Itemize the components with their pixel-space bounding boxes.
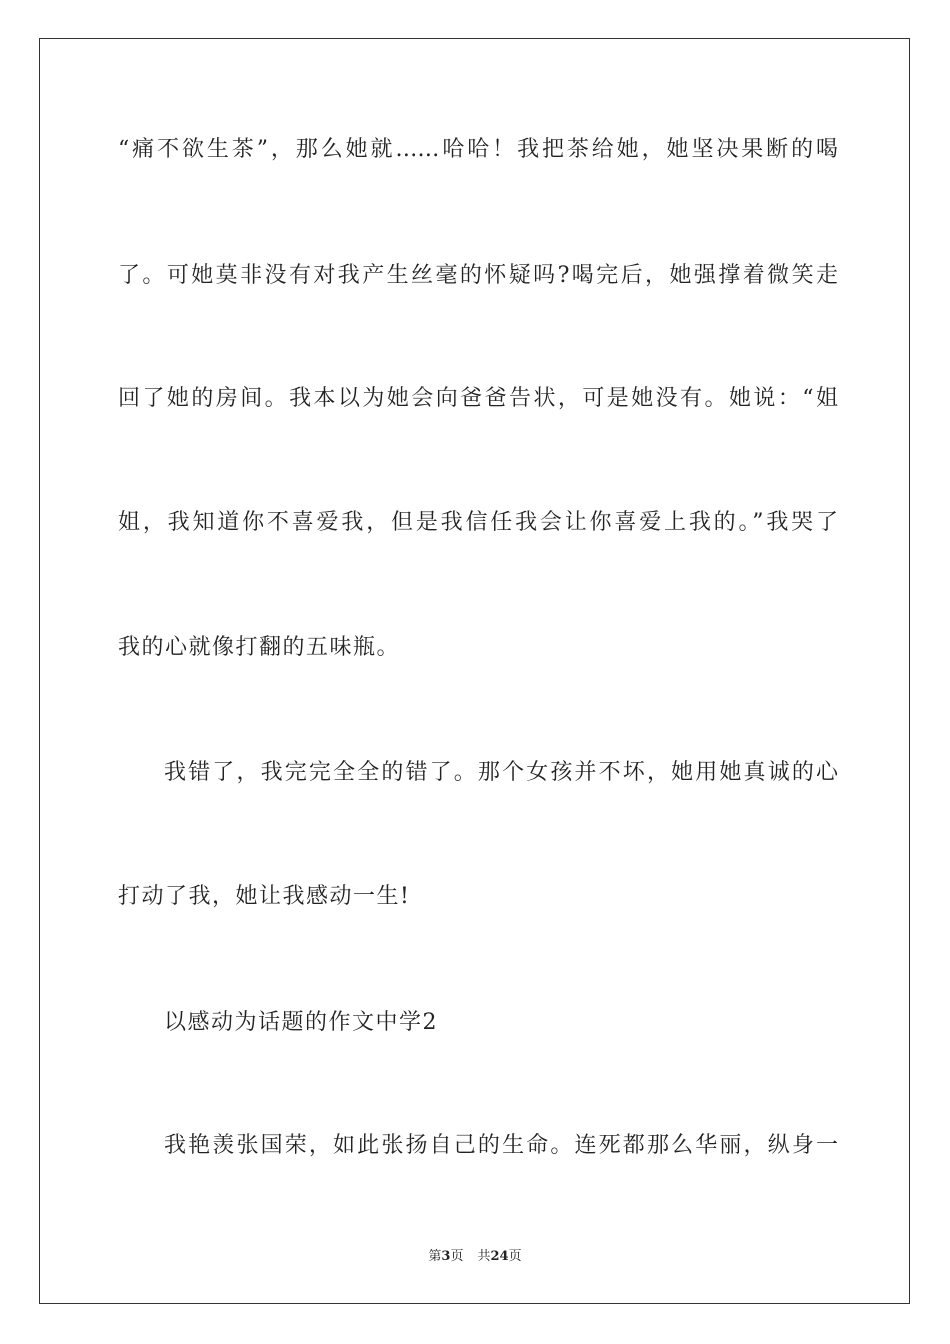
body-line-2: 了。可她莫非没有对我产生丝毫的怀疑吗?喝完后，她强撑着微笑走 bbox=[118, 263, 838, 288]
page-footer bbox=[0, 1248, 950, 1266]
body-line-1: “痛不欲生茶”，那么她就……哈哈！我把茶给她，她坚决果断的喝 bbox=[118, 137, 838, 162]
body-line-5: 我的心就像打翻的五味瓶。 bbox=[118, 635, 401, 660]
total-suffix: 页 bbox=[508, 1249, 522, 1264]
body-line-6: 我错了，我完完全全的错了。那个女孩并不坏，她用她真诚的心 bbox=[164, 760, 838, 785]
page-prefix: 第 bbox=[428, 1249, 442, 1264]
page-border bbox=[39, 38, 910, 1304]
body-line-9: 我艳羡张国荣，如此张扬自己的生命。连死都那么华丽，纵身一 bbox=[164, 1133, 838, 1158]
total-prefix: 共 bbox=[477, 1249, 491, 1264]
total-pages: 24 bbox=[490, 1249, 509, 1264]
body-line-4: 姐，我知道你不喜爱我，但是我信任我会让你喜爱上我的。”我哭了 bbox=[118, 510, 838, 535]
body-line-7: 打动了我，她让我感动一生! bbox=[118, 884, 411, 909]
page-suffix: 页 bbox=[450, 1249, 464, 1264]
section-heading: 以感动为话题的作文中学2 bbox=[164, 1010, 438, 1035]
body-line-3: 回了她的房间。我本以为她会向爸爸告状，可是她没有。她说：“姐 bbox=[118, 386, 838, 411]
page-number: 3 bbox=[441, 1249, 451, 1264]
